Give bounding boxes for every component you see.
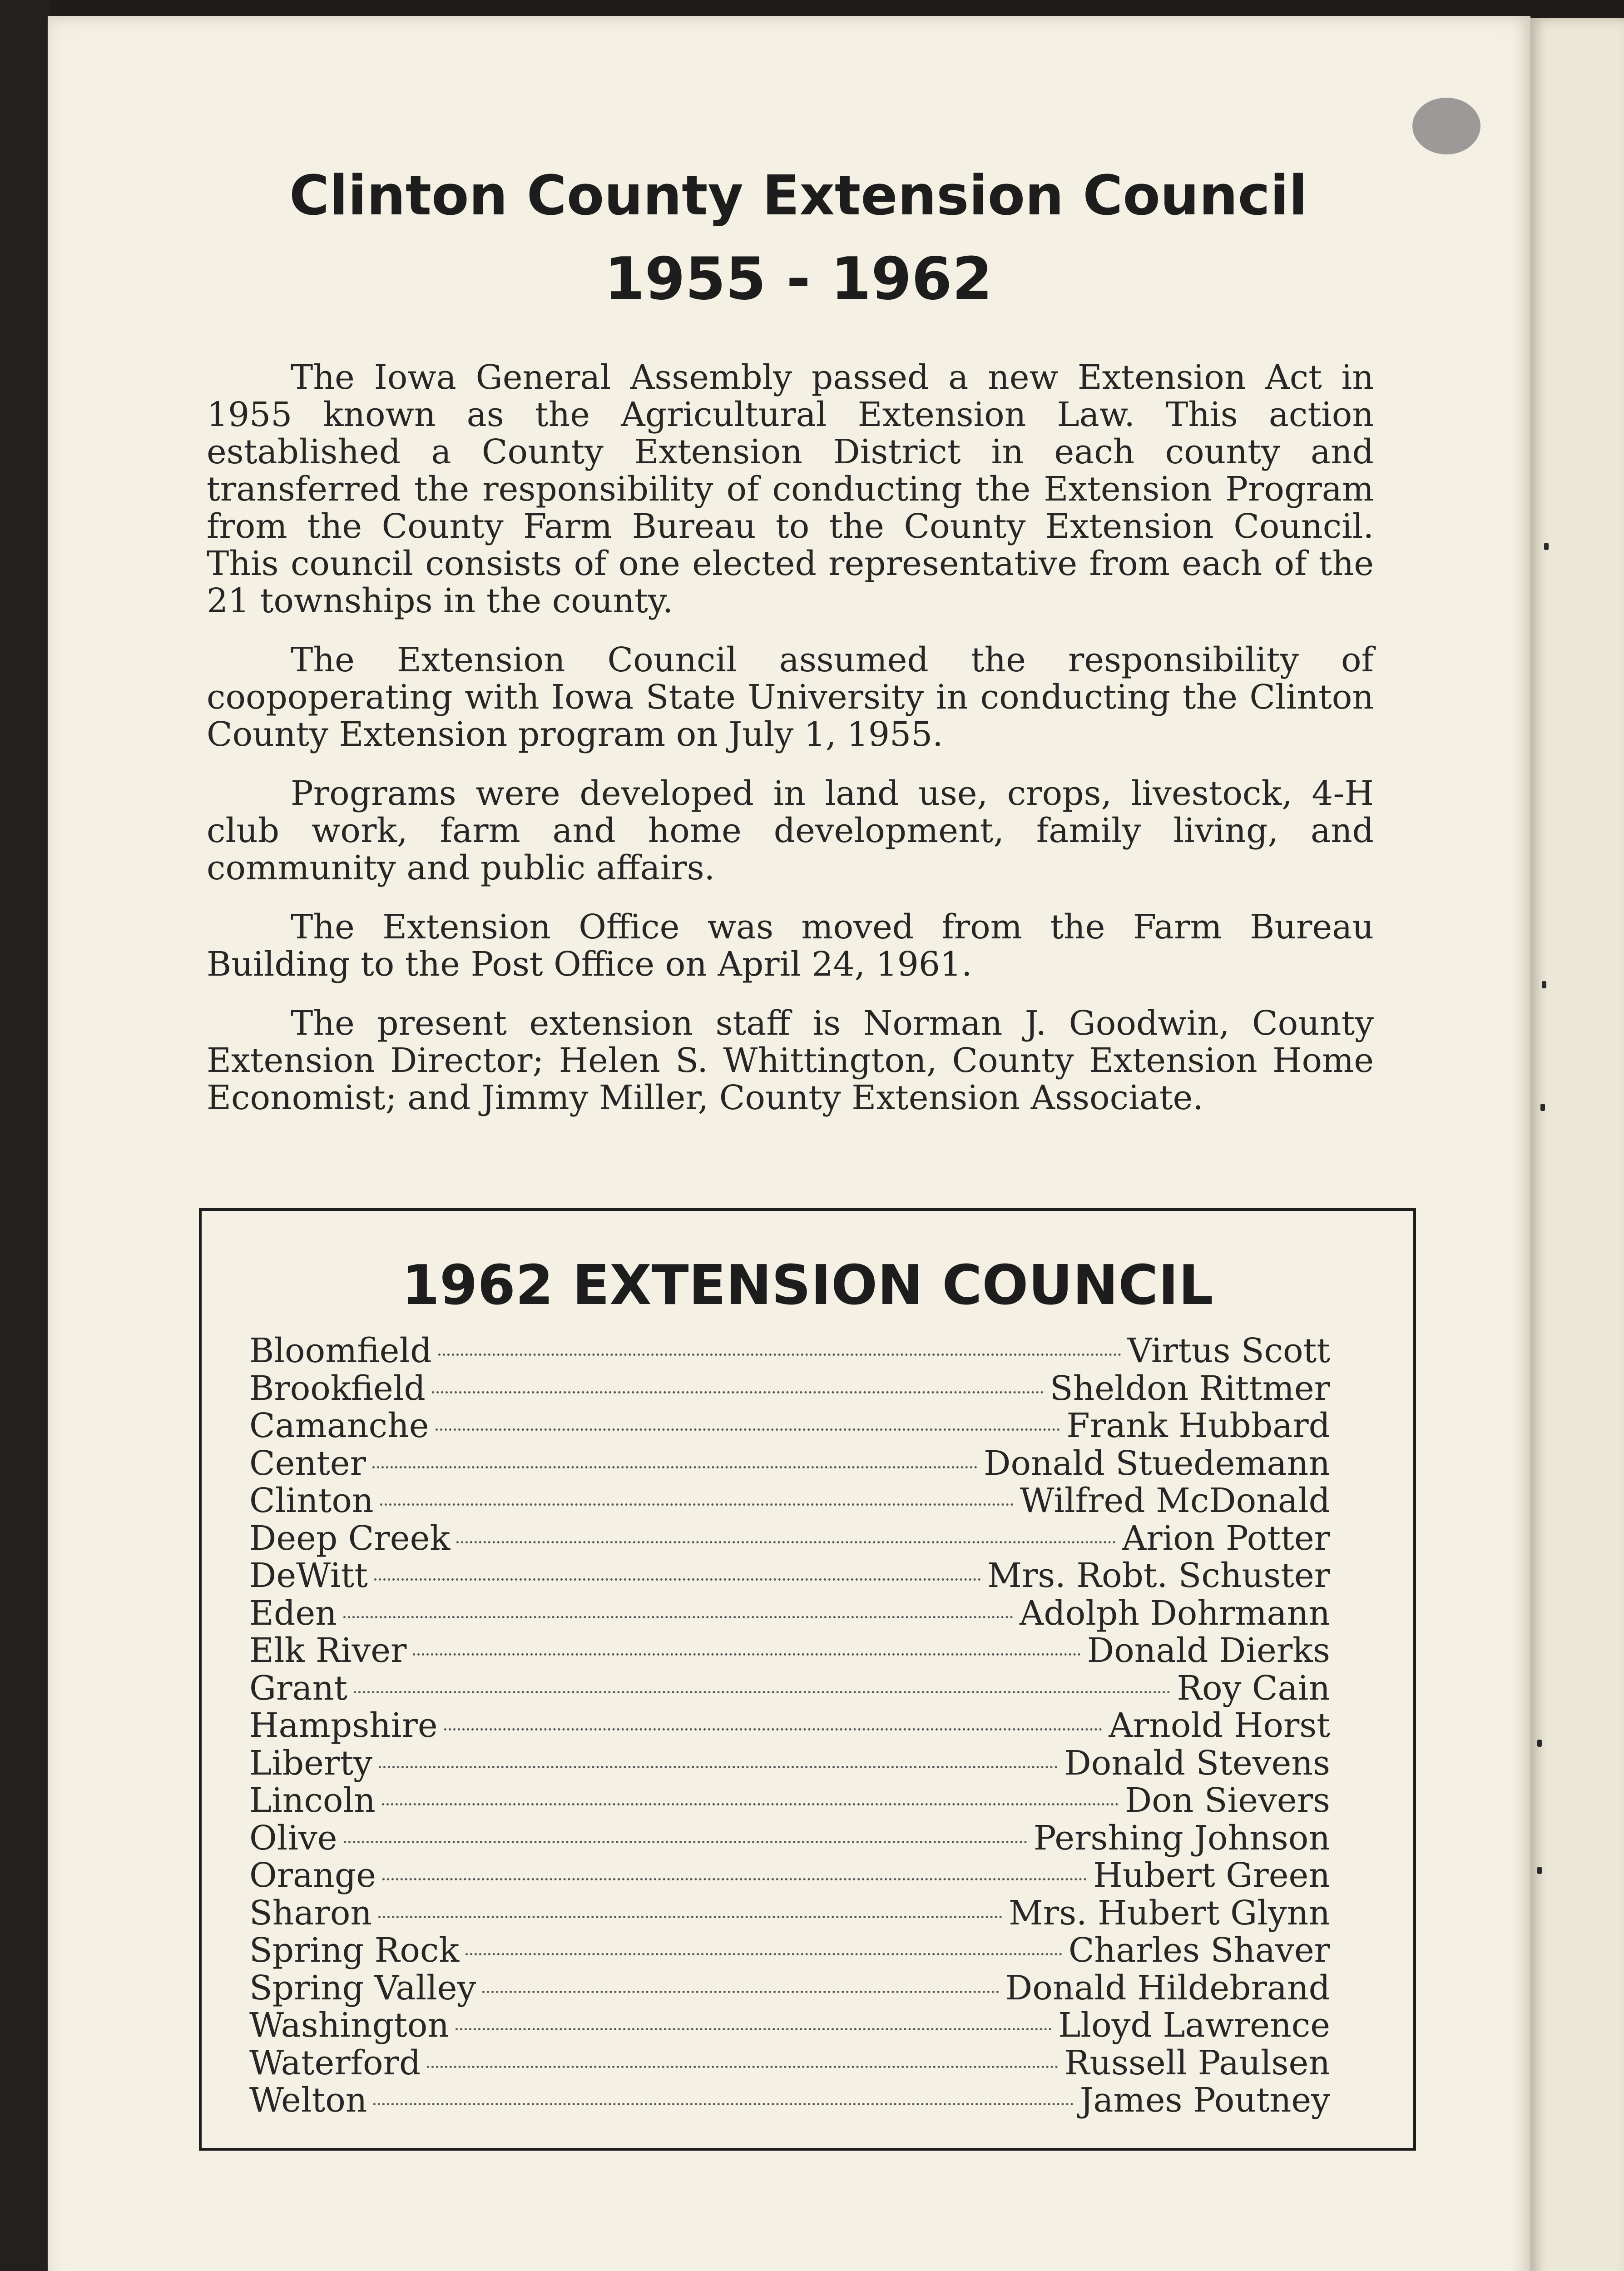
member-name: Russell Paulsen <box>1064 2043 1330 2083</box>
member-name: Don Sievers <box>1124 1781 1330 1820</box>
paragraph-extension-act: The Iowa General Assembly passed a new Extension Act in 1955 known as the Agricultural Extension Law. This action established a County Extension District in each county and transferred the responsibility of conducting the Extension Program from the County Farm Bureau to the County Extension Council. This council consists of one elected representative from each of the 21 townships in the county. <box>207 358 1374 620</box>
township-name: Washington <box>249 2006 450 2045</box>
roster-row <box>249 1481 1330 1519</box>
scanner-background-left <box>0 0 50 2271</box>
dot-leader <box>438 1354 1121 1356</box>
roster-row <box>249 1519 1330 1557</box>
township-name: Clinton <box>249 1481 374 1520</box>
council-heading: 1962 EXTENSION COUNCIL <box>401 1254 1213 1317</box>
member-name: Sheldon Rittmer <box>1050 1369 1330 1408</box>
township-name: Deep Creek <box>249 1518 451 1558</box>
document-title: Clinton County Extension Council <box>289 164 1308 228</box>
dot-leader <box>444 1728 1103 1731</box>
council-roster-box <box>199 1208 1416 2151</box>
member-name: Donald Hildebrand <box>1005 1968 1330 2008</box>
council-roster <box>249 1331 1330 2118</box>
roster-row <box>249 1631 1330 1669</box>
dot-leader <box>378 1916 1002 1918</box>
adjacent-page-edge <box>1530 18 1624 2271</box>
document-years: 1955 - 1962 <box>604 245 993 313</box>
township-name: Liberty <box>249 1743 372 1783</box>
roster-row <box>249 1744 1330 1781</box>
roster-row <box>249 1444 1330 1482</box>
dot-leader <box>379 1766 1058 1768</box>
dot-leader <box>372 1466 977 1468</box>
township-name: Center <box>249 1443 366 1483</box>
dot-leader <box>413 1653 1080 1656</box>
member-name: Adolph Dohrmann <box>1019 1593 1330 1633</box>
roster-row <box>249 1556 1330 1594</box>
township-name: Sharon <box>249 1893 372 1933</box>
dot-leader <box>382 1878 1087 1880</box>
dot-leader <box>374 1578 981 1581</box>
paragraph-programs: Programs were developed in land use, crops, livestock, 4-H club work, farm and home development, family living, and community and public affairs. <box>207 774 1374 888</box>
dot-leader <box>344 1841 1027 1843</box>
body-text <box>207 359 1374 1138</box>
township-name: Elk River <box>249 1631 407 1670</box>
dot-leader <box>465 1953 1062 1955</box>
member-name: Donald Dierks <box>1087 1631 1330 1670</box>
roster-row <box>249 1894 1330 1931</box>
township-name: Spring Valley <box>249 1968 476 2008</box>
dot-leader <box>456 2028 1052 2030</box>
township-name: Spring Rock <box>249 1931 460 1970</box>
township-name: Welton <box>249 2081 367 2120</box>
roster-row <box>249 1969 1330 2006</box>
dot-leader <box>343 1616 1013 1618</box>
dot-leader <box>482 1991 999 1993</box>
member-name: Donald Stuedemann <box>984 1443 1330 1483</box>
member-name: Virtus Scott <box>1127 1331 1330 1370</box>
dot-leader <box>432 1391 1044 1393</box>
member-name: Wilfred McDonald <box>1020 1481 1330 1520</box>
township-name: Brookfield <box>249 1369 426 1408</box>
paragraph-office-move: The Extension Office was moved from the Farm Bureau Building to the Post Office on April 24, 1961. <box>207 907 1374 984</box>
township-name: Olive <box>249 1818 337 1858</box>
punch-hole <box>1412 98 1480 154</box>
member-name: Frank Hubbard <box>1066 1406 1330 1445</box>
dot-leader <box>380 1503 1014 1506</box>
dot-leader <box>373 2103 1073 2105</box>
township-name: DeWitt <box>249 1556 368 1595</box>
member-name: Roy Cain <box>1177 1668 1330 1708</box>
township-name: Orange <box>249 1856 376 1895</box>
roster-row <box>249 2006 1330 2043</box>
member-name: Pershing Johnson <box>1033 1818 1330 1858</box>
roster-row <box>249 1331 1330 1369</box>
township-name: Waterford <box>249 2043 421 2083</box>
roster-row <box>249 1594 1330 1631</box>
staple-mark <box>1544 543 1549 550</box>
member-name: James Poutney <box>1079 2081 1330 2120</box>
member-name: Mrs. Hubert Glynn <box>1008 1893 1330 1933</box>
roster-row <box>249 1669 1330 1706</box>
township-name: Eden <box>249 1593 337 1633</box>
dot-leader <box>456 1541 1116 1543</box>
township-name: Bloomfield <box>249 1331 432 1370</box>
member-name: Charles Shaver <box>1068 1931 1330 1970</box>
dot-leader <box>354 1691 1170 1693</box>
paragraph-staff: The present extension staff is Norman J. Goodwin, County Extension Director; Helen S. Whittington, County Extension Home Economist; and Jimmy Miller, County Extension Associate. <box>207 1004 1374 1117</box>
dot-leader <box>382 1803 1119 1805</box>
roster-row <box>249 2081 1330 2118</box>
roster-row <box>249 1369 1330 1407</box>
roster-row <box>249 1931 1330 1969</box>
township-name: Hampshire <box>249 1706 438 1745</box>
township-name: Lincoln <box>249 1781 376 1820</box>
dot-leader <box>436 1428 1060 1431</box>
roster-row <box>249 1706 1330 1744</box>
member-name: Donald Stevens <box>1064 1743 1330 1783</box>
roster-row <box>249 1781 1330 1819</box>
roster-row <box>249 1406 1330 1444</box>
member-name: Arion Potter <box>1122 1518 1330 1558</box>
staple-mark <box>1537 1867 1542 1874</box>
member-name: Arnold Horst <box>1109 1706 1330 1745</box>
staple-mark <box>1542 981 1546 988</box>
dot-leader <box>427 2066 1058 2068</box>
member-name: Hubert Green <box>1093 1856 1330 1895</box>
roster-row <box>249 2043 1330 2081</box>
township-name: Camanche <box>249 1406 429 1445</box>
member-name: Lloyd Lawrence <box>1058 2006 1330 2045</box>
paragraph-council-responsibility: The Extension Council assumed the responsibility of coopoperating with Iowa State University in conducting the Clinton County Extension program on July 1, 1955. <box>207 640 1374 754</box>
roster-row <box>249 1819 1330 1856</box>
township-name: Grant <box>249 1668 348 1708</box>
roster-row <box>249 1856 1330 1894</box>
member-name: Mrs. Robt. Schuster <box>987 1556 1330 1595</box>
staple-mark <box>1537 1740 1542 1747</box>
staple-mark <box>1540 1104 1545 1111</box>
